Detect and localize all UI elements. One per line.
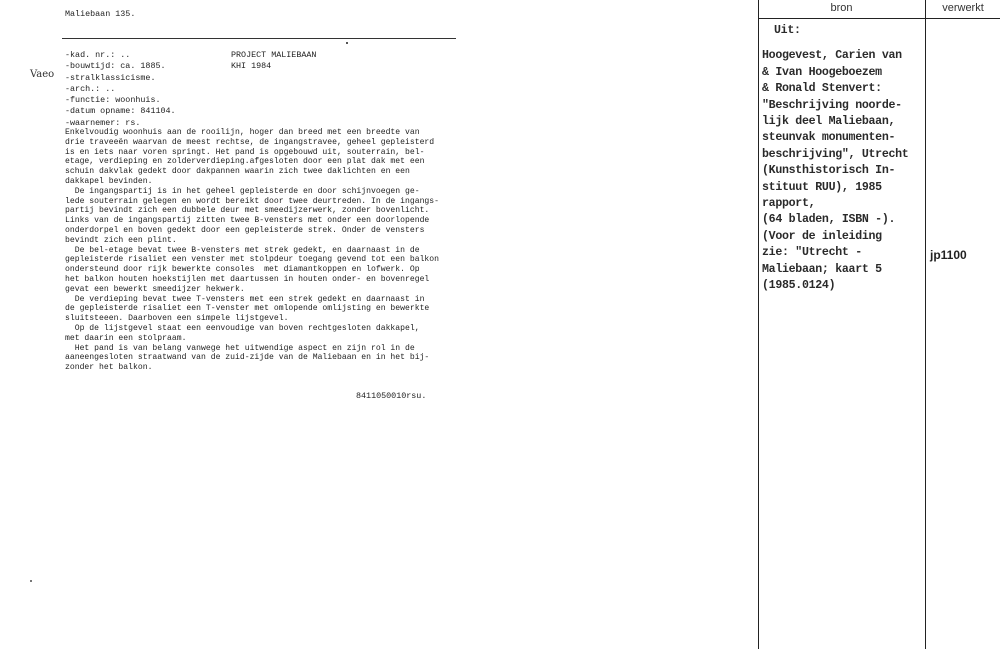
source-line: zie: "Utrecht - (762, 246, 862, 260)
source-line: Maliebaan; kaart 5 (762, 262, 882, 276)
source-line: (64 bladen, ISBN -). (762, 213, 896, 227)
source-line: (Kunsthistorisch In- (762, 164, 896, 178)
body-line: De ingangspartij is in het geheel gepleisterde en door schijnvoegen ge- (65, 186, 420, 196)
source-line: lijk deel Maliebaan, (762, 115, 896, 129)
meta-line: -functie: woonhuis. (65, 95, 161, 106)
source-line: & Ivan Hoogeboezem (762, 65, 882, 79)
body-line: onderdorpel en boven gedekt door een gepleisterde strek. Onder de vensters (65, 225, 425, 235)
handwritten-note: Vaeo (30, 69, 55, 80)
body-line: het balkon houten hoekstijlen met daartussen in houten onder- en bovenregel (65, 274, 430, 284)
source-line: steunvak monumenten- (762, 131, 896, 145)
body-line: Links van de ingangspartij zitten twee B-vensters met onder een doorlopende (65, 216, 430, 226)
body-line: De bel-etage bevat twee B-vensters met strek gedekt, en daarnaast in de (65, 245, 420, 255)
project-code: KHI 1984 (231, 61, 272, 72)
source-line: & Ronald Stenvert: (762, 82, 882, 96)
body-line: zonder het balkon. (65, 363, 153, 373)
body-line: gevat een bewerkt smeedijzer hekwerk. (65, 284, 245, 294)
body-line: is en iets naar voren springt. Het pand is opgebouwd uit, souterrain, bel- (65, 147, 425, 157)
body-line: dakkapel bevinden. (65, 176, 153, 186)
meta-line: -waarnemer: rs. (65, 117, 141, 128)
document-address: Maliebaan 135. (65, 9, 136, 19)
verwerkt-code: jp1100 (930, 248, 967, 262)
source-line: "Beschrijving noorde- (762, 98, 902, 112)
card-border-left (758, 0, 759, 649)
source-line: beschrijving", Utrecht (762, 147, 909, 161)
body-line: gepleisterde risaliet een venster met stolpdeur toegang gevend tot een balkon (65, 255, 439, 265)
body-line: ondersteund door rijk bewerkte consoles met diamantkoppen en lofwerk. Op (65, 265, 420, 275)
meta-line: -bouwtijd: ca. 1885. (65, 61, 166, 72)
source-line: (Voor de inleiding (762, 229, 882, 243)
divider (62, 38, 456, 39)
body-line: aaneengesloten straatwand van de zuid-zijde van de Maliebaan en in het bij- (65, 353, 430, 363)
body-line: Het pand is van belang vanwege het uitwendige aspect en zijn rol in de (65, 343, 415, 353)
body-line: partij bevindt zich een dubbele deur met smeedijzerwerk, zonder bovenlicht. (65, 206, 430, 216)
body-line: met daarin een stolpraam. (65, 333, 187, 343)
speck (346, 42, 348, 44)
meta-line: -datum opname: 841104. (65, 106, 176, 117)
source-line: (1985.0124) (762, 279, 836, 293)
header-verwerkt: verwerkt (942, 2, 984, 14)
body-line: de gepleisterde risaliet een T-venster met omlopende omlijsting en bewerkte (65, 304, 430, 314)
body-line: drie traveeën waarvan de meest rechtse, de ingangstravee, geheel gepleisterd (65, 137, 435, 147)
meta-block (65, 50, 176, 129)
body-line: De verdieping bevat twee T-vensters met een strek gedekt en daarnaast in (65, 294, 425, 304)
body-line: Op de lijstgevel staat een eenvoudige van boven rechtgesloten dakkapel, (65, 323, 420, 333)
meta-line: -arch.: .. (65, 83, 116, 94)
header-bron: bron (830, 2, 853, 14)
source-reference (762, 23, 927, 295)
source-line: stituut RUU), 1985 (762, 180, 882, 194)
document-code: 8411050010rsu. (356, 391, 427, 401)
body-line: bevindt zich een plint. (65, 235, 177, 245)
body-line: sluitsteeen. Daarboven een simpele lijstgevel. (65, 314, 289, 324)
meta-line: -kad. nr.: .. (65, 50, 131, 60)
meta-line: -stralklassicisme. (65, 72, 156, 83)
project-name: PROJECT MALIEBAAN (231, 50, 317, 60)
speck (30, 580, 32, 582)
body-line: lede souterrain gelegen en wordt bereikt door twee deurtreden. In de ingangs- (65, 196, 439, 206)
project-block (231, 50, 316, 73)
body-line: Enkelvoudig woonhuis aan de rooilijn, hoger dan breed met een breedte van (65, 128, 420, 137)
body-line: etage, verdieping en zolderverdieping.afgesloten door een plat dak met een (65, 157, 425, 167)
source-line: rapport, (762, 197, 816, 211)
source-line: Hoogevest, Carien van (762, 49, 902, 63)
body-line: schuin dakvlak gedekt door dakpannen waarin zich twee daklichten en een (65, 167, 410, 177)
description-body (65, 128, 465, 373)
source-intro: Uit: (774, 24, 801, 37)
card-header-rule (758, 18, 1000, 19)
